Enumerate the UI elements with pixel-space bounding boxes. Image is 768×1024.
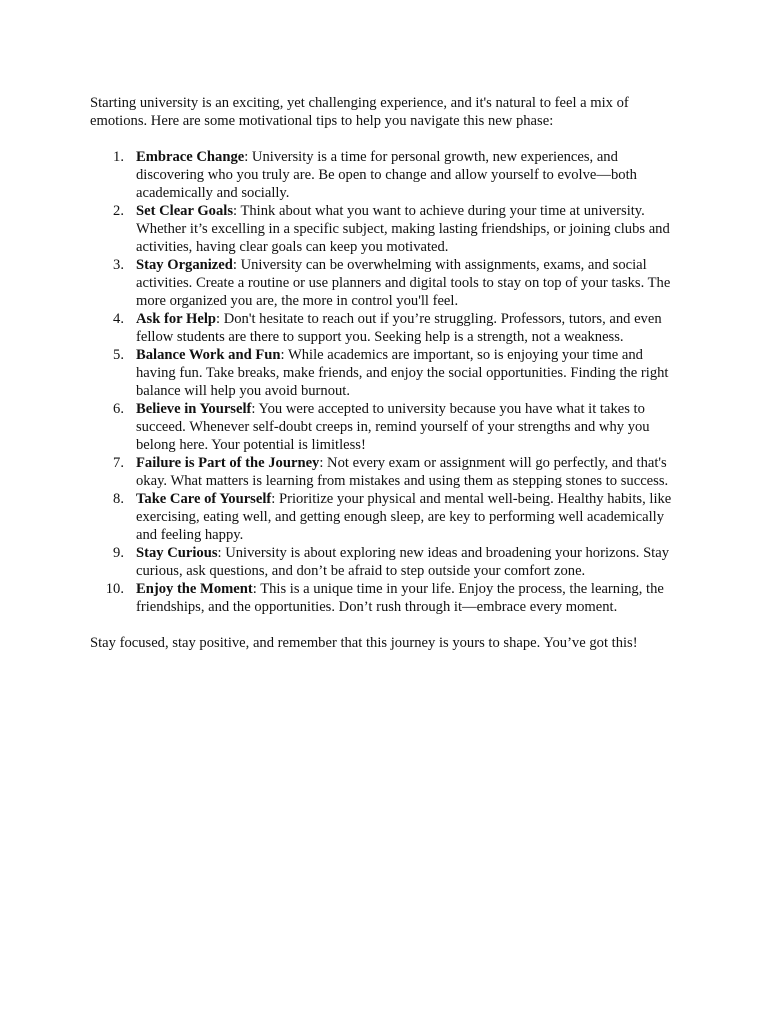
- closing-paragraph: Stay focused, stay positive, and remember that this journey is yours to shape. You’ve got this!: [90, 635, 638, 651]
- tip-item-10: [90, 580, 680, 616]
- tip-title: Failure is Part of the Journey: [136, 455, 320, 471]
- tip-item-4: [90, 310, 680, 346]
- tip-item-8: [90, 490, 680, 544]
- tip-title: Believe in Yourself: [136, 401, 252, 417]
- tip-text: : University is about exploring new ideas and broadening your horizons. Stay curious, ask questions, and don’t be afraid to step outside your comfort zone.: [136, 545, 670, 579]
- tips-list: [90, 148, 680, 616]
- tip-item-2: [90, 202, 680, 256]
- tip-item-3: [90, 256, 680, 310]
- tip-text: : Not every exam or assignment will go perfectly, and that's okay. What matters is learning from mistakes and using them as stepping stones to success.: [136, 455, 669, 489]
- tip-text: : University is a time for personal growth, new experiences, and discovering who you truly are. Be open to change and allow yourself to evolve—both academically and socially.: [136, 149, 637, 201]
- tip-number: 9.: [113, 545, 124, 561]
- tip-number: 7.: [113, 455, 124, 471]
- tip-title: Enjoy the Moment: [136, 581, 253, 597]
- tip-text: : Prioritize your physical and mental well-being. Healthy habits, like exercising, eating well, and getting enough sleep, are key to performing well academically and feeling happy.: [136, 491, 672, 543]
- tip-text: : Don't hesitate to reach out if you’re struggling. Professors, tutors, and even fellow students are there to support you. Seeking help is a strength, not a weakness.: [136, 311, 662, 345]
- tip-number: 10.: [105, 581, 124, 597]
- tip-number: 8.: [113, 491, 124, 507]
- tip-text: : While academics are important, so is enjoying your time and having fun. Take breaks, make friends, and enjoy the social opportunities. Finding the right balance will help you avoid burnout.: [136, 347, 669, 399]
- tip-title: Stay Curious: [136, 545, 218, 561]
- tip-item-1: [90, 148, 680, 202]
- tip-number: 6.: [113, 401, 124, 417]
- intro-paragraph: Starting university is an exciting, yet challenging experience, and it's natural to feel a mix of emotions. Here are some motivational tips to help you navigate this new phase:: [90, 95, 629, 129]
- tip-title: Stay Organized: [136, 257, 233, 273]
- tip-text: : University can be overwhelming with assignments, exams, and social activities. Create a routine or use planners and digital tools to stay on top of your tasks. The more organized you are, the more in control you'll feel.: [136, 257, 671, 309]
- tip-number: 1.: [113, 149, 124, 165]
- tip-text: : You were accepted to university because you have what it takes to succeed. Whenever self-doubt creeps in, remind yourself of your strengths and why you belong here. Your potential is limitless!: [136, 401, 650, 453]
- tip-number: 2.: [113, 203, 124, 219]
- tip-item-7: [90, 454, 680, 490]
- tip-number: 3.: [113, 257, 124, 273]
- tip-item-9: [90, 544, 680, 580]
- document-page: [90, 94, 680, 652]
- tip-title: Take Care of Yourself: [136, 491, 272, 507]
- tip-item-6: [90, 400, 680, 454]
- tip-item-5: [90, 346, 680, 400]
- tip-number: 4.: [113, 311, 124, 327]
- tip-title: Balance Work and Fun: [136, 347, 281, 363]
- tip-text: : This is a unique time in your life. Enjoy the process, the learning, the friendships, and the opportunities. Don’t rush through it—embrace every moment.: [136, 581, 664, 615]
- tip-number: 5.: [113, 347, 124, 363]
- tip-title: Set Clear Goals: [136, 203, 234, 219]
- tip-title: Ask for Help: [136, 311, 217, 327]
- tip-text: : Think about what you want to achieve during your time at university. Whether it’s excelling in a specific subject, making lasting friendships, or joining clubs and activities, having clear goals can keep you motivated.: [136, 203, 670, 255]
- tip-title: Embrace Change: [136, 149, 245, 165]
